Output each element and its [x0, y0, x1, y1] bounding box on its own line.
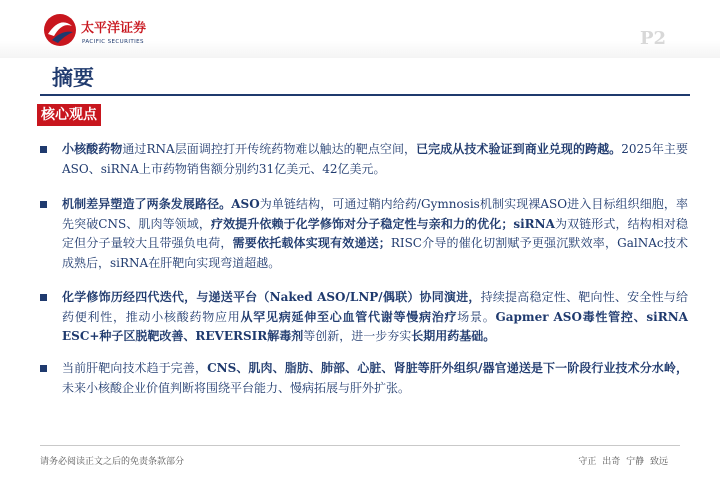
logo-cn-text: 太平洋证券 [81, 21, 147, 36]
page-title: 摘要 [52, 66, 94, 90]
page-number: P2 [639, 28, 666, 49]
bullet-bold-segment: siRNA [513, 216, 555, 231]
section-tag: 核心观点 [37, 104, 101, 126]
bullet-segment: 通过RNA层面调控打开传统药物难以触达的靶点空间， [122, 142, 417, 156]
bullet-bold-segment: 需要依托载体实现有效递送； [232, 236, 391, 250]
bullet-segment: 当前肝靶向技术趋于完善， [62, 361, 208, 375]
footer-motto: 守正 出奇 宁静 致远 [578, 457, 668, 467]
bullet-bold-segment: 机制差异塑造了两条发展路径。 [62, 197, 232, 211]
bullet-text [62, 140, 688, 179]
bullet-square-icon [40, 365, 47, 372]
bullet-segment: 为单链结构，可通过鞘内给药/Gymnosis机制实现裸ASO进入目标组织细胞，率先突破CNS、肌肉等领域， [62, 197, 688, 231]
bullet-square-icon [40, 146, 47, 153]
bullet-text [62, 195, 688, 273]
logo-en-text: PACIFIC SECURITIES [82, 39, 144, 45]
bullet-bold-segment: Gapmer ASO毒性管控、siRNA ESC+种子区脱靶改善、REVERSIR解毒剂 [62, 309, 688, 343]
bullet-segment: 等创新，进一步夯实 [303, 329, 412, 343]
bullet-text [62, 288, 688, 347]
bullet-segment: 2025年主要ASO、siRNA上市药物销售额分别约31亿美元、42亿美元。 [62, 142, 688, 176]
bullet-bold-segment: 疗效提升依赖于化学修饰对分子稳定性与亲和力的优化； [210, 216, 514, 231]
bullet-bold-segment: 化学修饰历经四代迭代，与递送平台（Naked ASO/LNP/偶联）协同演进， [62, 290, 481, 304]
footer-divider [40, 445, 680, 446]
bullet-segment: 持续提高稳定性、靶向性、安全性与给药便利性，推动小核酸药物应用 [62, 290, 688, 324]
bullet-segment: RISC介导的催化切割赋予更强沉默效率，GalNAc技术成熟后，siRNA在肝靶向实现弯道超越。 [62, 236, 688, 270]
bullet-text [62, 359, 688, 398]
pacific-securities-logo [40, 10, 190, 50]
bullet-segment: 为双链形式，结构相对稳定但分子量较大且带强负电荷， [62, 216, 688, 250]
bullet-bold-segment: 从罕见病延伸至心血管代谢等慢病治疗 [240, 309, 458, 324]
bullet-bold-segment: 已完成从技术验证到商业兑现的跨越。 [416, 142, 622, 156]
bullet-segment: 未来小核酸企业价值判断将围绕平台能力、慢病拓展与肝外扩张。 [62, 380, 411, 395]
footer-disclaimer: 请务必阅读正文之后的免责条款部分 [40, 457, 185, 467]
bullet-segment: 场景。 [457, 309, 496, 324]
bullet-bold-segment: CNS、肌肉、脂肪、肺部、心脏、肾脏等肝外组织/器官递送是下一阶段行业技术分水岭， [207, 361, 688, 375]
bullet-bold-segment: ASO [231, 197, 260, 211]
bullet-bold-segment: 小核酸药物 [62, 142, 123, 156]
bullet-square-icon [40, 201, 47, 208]
title-divider [40, 94, 690, 96]
bullet-bold-segment: 长期用药基础。 [411, 329, 496, 343]
bullet-square-icon [40, 294, 47, 301]
